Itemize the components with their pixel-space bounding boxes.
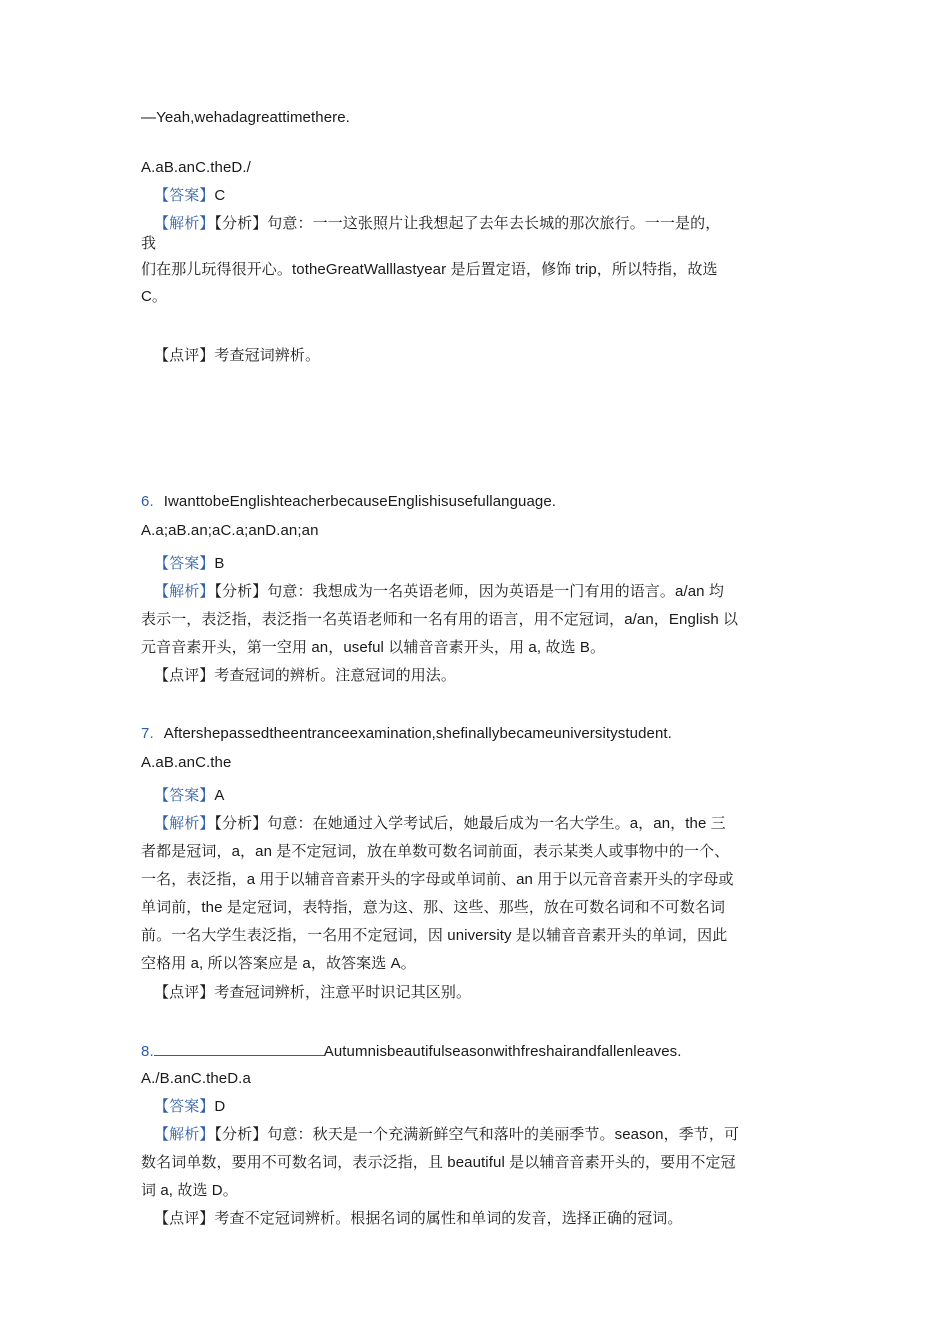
q5-analysis-line-3: 们在那儿玩得很开心。totheGreatWalllastyear 是后置定语，修饰 trip，所以特指，故选 [141,261,718,278]
q5-analysis-line-4: C。 [141,288,168,305]
q6-options: A.a;aB.an;aC.a;anD.an;an [141,522,319,539]
q5-options: A.aB.anC.theD./ [141,159,251,176]
q8-analysis-line-3: 词 a, 故选 D。 [141,1182,238,1199]
analysis-text: 【分析】句意：一一这张照片让我想起了去年去长城的那次旅行。一一是的， [214,215,721,232]
q7-analysis-line-3: 一名，表泛指，a 用于以辅音音素开头的字母或单词前、an 用于以元音音素开头的字母或 [141,871,734,888]
q5-reply: —Yeah,wehadagreattimethere. [141,109,350,126]
q5-answer [154,186,225,206]
analysis-tag: 【解析】 [154,215,215,232]
answer-tag: 【答案】 [154,1098,215,1115]
q8-number: 8. [141,1043,154,1060]
q5-comment: 【点评】考查冠词辨析。 [154,347,321,364]
q6-analysis-line-1 [154,582,724,602]
q6-comment: 【点评】考查冠词的辨析。注意冠词的用法。 [154,667,457,684]
analysis-tag: 【解析】 [154,815,215,832]
answer-tag: 【答案】 [154,187,215,204]
answer-value: A [214,787,225,804]
q7-analysis-line-2: 者都是冠词，a，an 是不定冠词，放在单数可数名词前面，表示某类人或事物中的一个、 [141,843,730,860]
q6-question-text: IwanttobeEnglishteacherbecauseEnglishisusefullanguage. [163,493,557,510]
q7-comment: 【点评】考查冠词辨析，注意平时识记其区别。 [154,984,472,1001]
q7-number: 7. [141,725,154,742]
q8-comment: 【点评】考查不定冠词辨析。根据名词的属性和单词的发音，选择正确的冠词。 [154,1210,683,1227]
q6-number: 6. [141,493,154,510]
analysis-text: 【分析】句意：在她通过入学考试后，她最后成为一名大学生。a，an，the 三 [214,815,726,832]
q8-question-text: Autumnisbeautifulseasonwithfreshairandfallenleaves. [323,1043,682,1060]
q5-analysis-line-1 [154,214,720,234]
q8-analysis-line-2: 数名词单数，要用不可数名词，表示泛指，且 beautiful 是以辅音音素开头的，要用不定冠 [141,1154,736,1171]
answer-tag: 【答案】 [154,787,215,804]
q7-options: A.aB.anC.the [141,754,232,771]
q5-analysis-line-2: 我 [141,235,157,252]
answer-value: D [214,1098,226,1115]
q8-options: A./B.anC.theD.a [141,1070,251,1087]
answer-value: B [214,555,225,572]
analysis-tag: 【解析】 [154,583,215,600]
answer-blank [154,1041,324,1056]
q8-answer [154,1097,225,1117]
analysis-tag: 【解析】 [154,1126,215,1143]
q7-question [141,724,672,744]
q6-question [141,492,556,512]
q7-analysis-line-6: 空格用 a, 所以答案应是 a，故答案选 A。 [141,955,416,972]
analysis-text: 【分析】句意：我想成为一名英语老师，因为英语是一门有用的语言。a/an 均 [214,583,724,600]
analysis-text: 【分析】句意：秋天是一个充满新鲜空气和落叶的美丽季节。season，季节，可 [214,1126,740,1143]
q6-analysis-line-2: 表示一，表泛指，表泛指一名英语老师和一名有用的语言，用不定冠词，a/an，English 以 [141,611,739,628]
q8-question [141,1041,682,1062]
q7-analysis-line-4: 单词前，the 是定冠词，表特指，意为这、那、这些、那些，放在可数名词和不可数名词 [141,899,726,916]
q7-answer [154,786,225,806]
q7-analysis-line-1 [154,814,726,834]
q7-question-text: Aftershepassedtheentranceexamination,shefinallybecameuniversitystudent. [163,725,672,742]
answer-tag: 【答案】 [154,555,215,572]
q7-analysis-line-5: 前。一名大学生表泛指，一名用不定冠词，因 university 是以辅音音素开头的单词，因此 [141,927,728,944]
q6-answer [154,554,225,574]
answer-value: C [214,187,226,204]
q8-analysis-line-1 [154,1125,739,1145]
q6-analysis-line-3: 元音音素开头，第一空用 an，useful 以辅音音素开头，用 a, 故选 B。 [141,639,606,656]
